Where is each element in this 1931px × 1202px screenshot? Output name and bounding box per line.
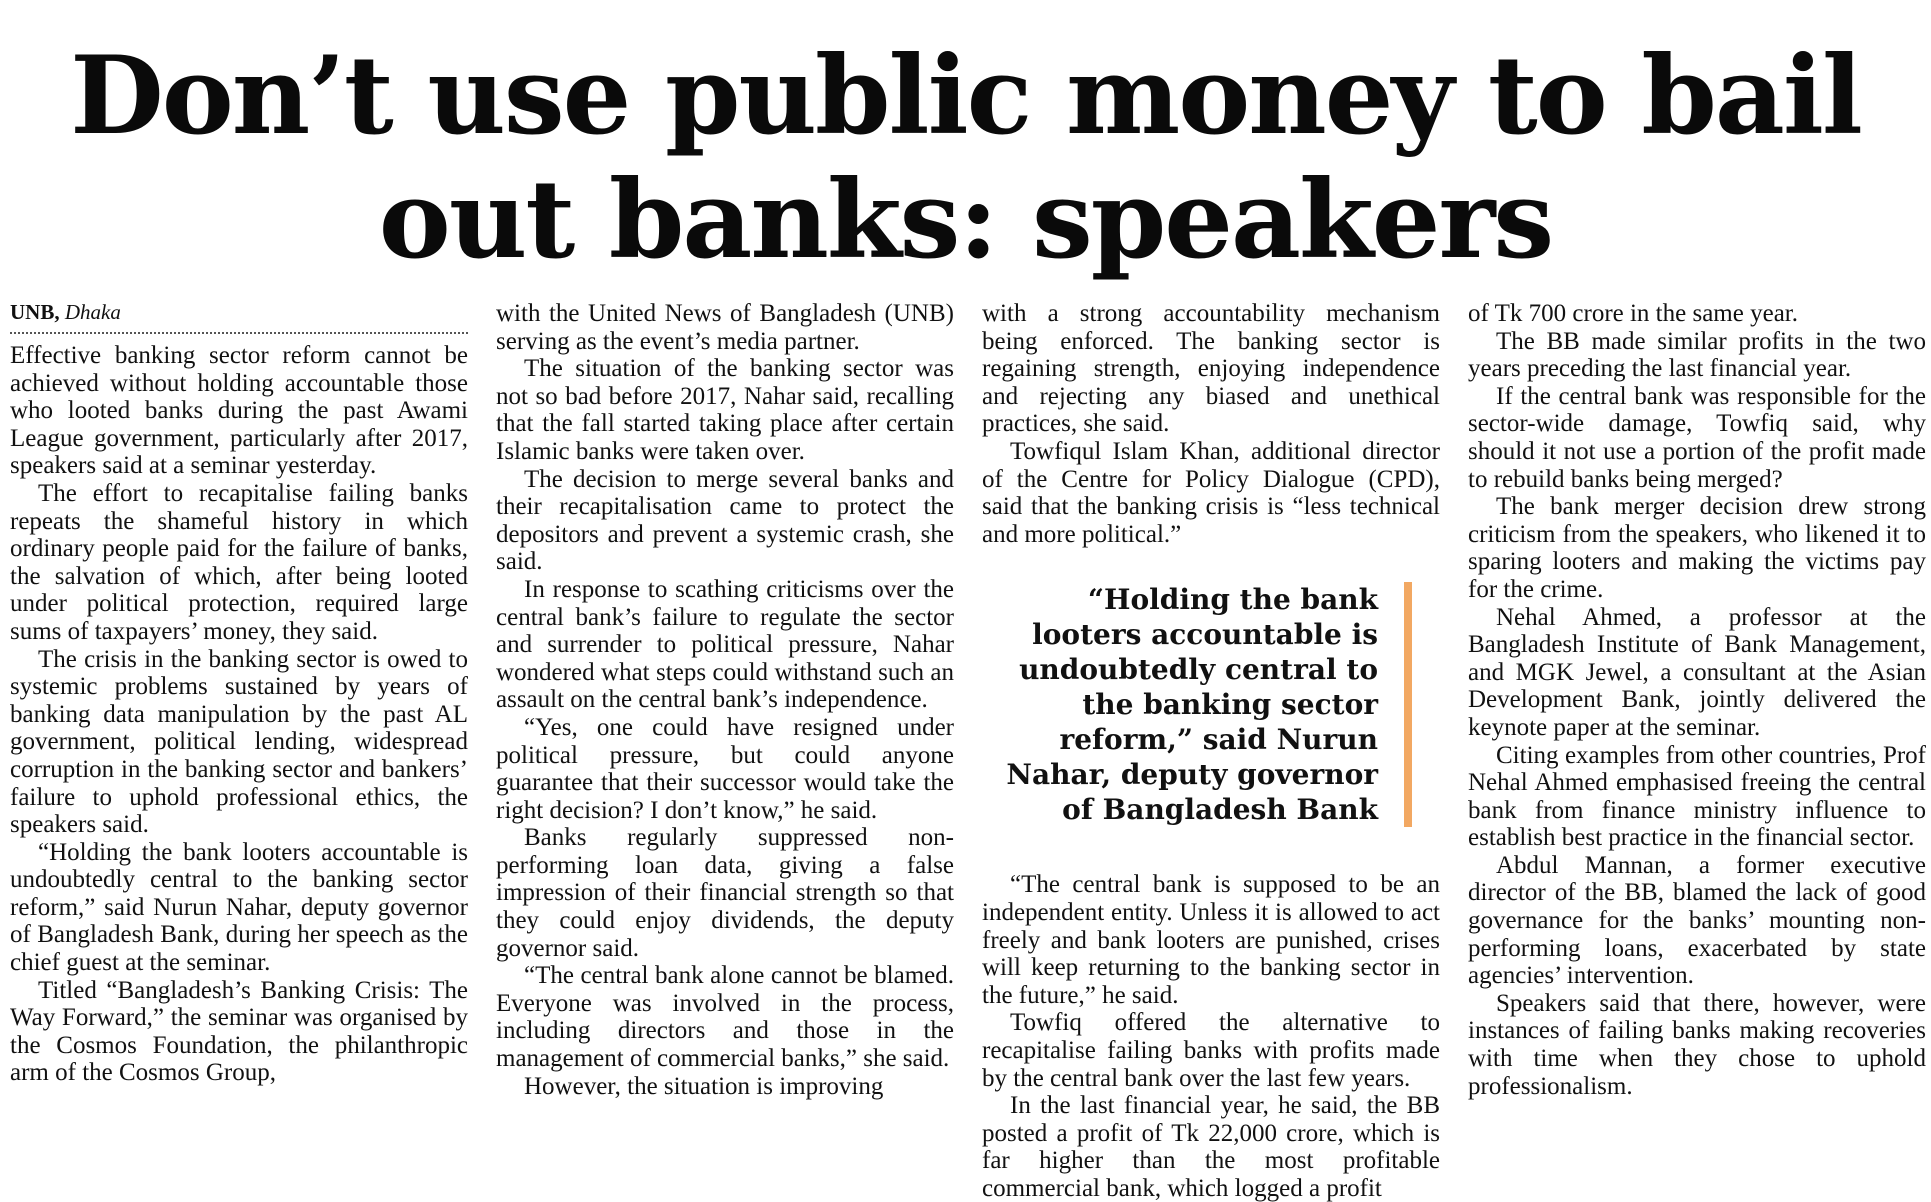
paragraph: of Tk 700 crore in the same year. [1468,300,1798,327]
paragraph: However, the situation is improving [524,1072,884,1100]
paragraph: Effective banking sector reform cannot be achieved without holding accountable those who looted banks during the past Awami League government, particularly after 2017, speakers said at a seminar yesterday. [10,342,468,480]
headline: Don’t use public money to bail out banks: speakers [70,33,1861,283]
paragraph: Towfiqul Islam Khan, additional director of the Centre for Policy Dialogue (CPD), said that the banking crisis is “less technical and more political.” [982,437,1440,548]
paragraph: The effort to recapitalise failing banks repeats the shameful history in which ordinary people paid for the failure of banks, the salvation of which, after being looted under political protection, required large sums of taxpayers’ money, they said. [10,479,468,645]
paragraph: Titled “Bangladesh’s Banking Crisis: The Way Forward,” the seminar was organised by the Cosmos Foundation, the philanthropic arm of the Cosmos Group, [10,976,468,1087]
byline-place: Dhaka [64,300,121,324]
column-4 [1468,300,1926,1160]
paragraph: with the United News of Bangladesh (UNB) serving as the event’s media partner. [496,300,954,355]
paragraph: Citing examples from other countries, Prof Nehal Ahmed emphasised freeing the central bank from finance ministry influence to establish best practice in the financial sector. [1468,741,1926,852]
paragraph: “The central bank is supposed to be an independent entity. Unless it is allowed to act freely and bank looters are punished, crises will keep returning to the banking sector in the future,” he said. [982,871,1440,1009]
paragraph: Speakers said that there, however, were instances of failing banks making recoveries with time when they chose to uphold professionalism. [1468,989,1926,1100]
paragraph: Towfiq offered the alternative to recapitalise failing banks with profits made by the central bank over the last few years. [982,1009,1440,1092]
paragraph: The BB made similar profits in the two years preceding the last financial year. [1468,327,1926,383]
paragraph: Nehal Ahmed, a professor at the Bangladesh Institute of Bank Management, and MGK Jewel, a consultant at the Asian Development Bank, jointly delivered the keynote paper at the seminar. [1468,603,1926,741]
paragraph: Abdul Mannan, a former executive director of the BB, blamed the lack of good governance for the banks’ mounting non-performing loans, exacerbated by state agencies’ intervention. [1468,851,1926,990]
byline [10,298,468,334]
paragraph: The situation of the banking sector was not so bad before 2017, Nahar said, recalling that the fall started taking place after certain Islamic banks were taken over. [496,355,954,465]
paragraph: The bank merger decision drew strong criticism from the speakers, who likened it to sparing looters and making the victims pay for the crime. [1468,493,1926,603]
paragraph: “Holding the bank looters accountable is undoubtedly central to the banking sector reform,” said Nurun Nahar, deputy governor of Bangladesh Bank, during her speech as the chief guest at the seminar. [10,838,468,977]
paragraph: “Yes, one could have resigned under political pressure, but could anyone guarantee that their successor would take the right decision? I don’t know,” he said. [496,713,954,824]
paragraph: If the central bank was responsible for the sector-wide damage, Towfiq said, why should it not use a portion of the profit made to rebuild banks being merged? [1468,382,1926,493]
paragraph: The crisis in the banking sector is owed to systemic problems sustained by years of banking data manipulation by the past AL government, political lending, widespread corruption in the banking sector and bankers’ failure to uphold professional ethics, the speakers said. [10,645,468,839]
paragraph: In response to scathing criticisms over the central bank’s failure to regulate the sector and surrender to political pressure, Nahar wondered what steps could withstand such an assault on the central bank’s independence. [496,575,954,714]
column-2 [496,300,954,1160]
paragraph: The decision to merge several banks and their recapitalisation came to protect the depositors and prevent a systemic crash, she said. [496,465,954,576]
paragraph: Banks regularly suppressed non-performing loan data, giving a false impression of their financial strength so that they could enjoy dividends, the deputy governor said. [496,824,954,962]
column-1 [10,298,468,1158]
pull-quote: “Holding the bank looters accountable is undoubtedly central to the banking sector reform,” said Nurun Nahar, deputy governor of Bangladesh Bank [982,582,1412,827]
paragraph: In the last financial year, he said, the BB posted a profit of Tk 22,000 crore, which is far higher than the most profitable commercial bank, which logged a profit [982,1092,1440,1202]
byline-agency: UNB, [10,300,60,324]
paragraph: with a strong accountability mechanism being enforced. The banking sector is regaining strength, enjoying independence and rejecting any biased and unethical practices, she said. [982,300,1440,438]
column-3 [982,300,1440,1202]
paragraph: “The central bank alone cannot be blamed. Everyone was involved in the process, including directors and those in the management of commercial banks,” she said. [496,962,954,1073]
